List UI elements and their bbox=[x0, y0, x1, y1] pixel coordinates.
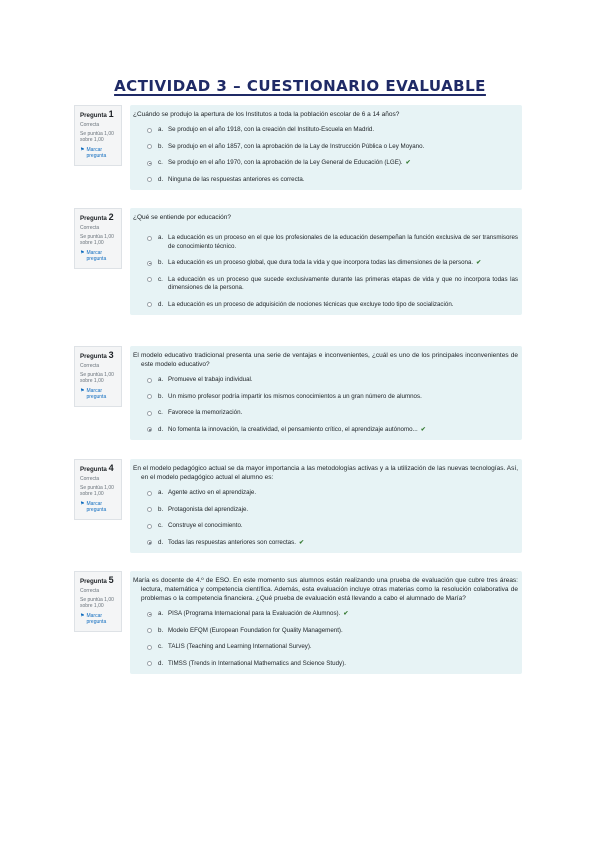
answer-letter: c. bbox=[158, 522, 163, 529]
radio-button[interactable] bbox=[147, 128, 152, 133]
answer-text: Todas las respuestas anteriores son correctas. bbox=[168, 538, 296, 546]
radio-button[interactable] bbox=[147, 277, 152, 282]
answer-letter: b. bbox=[158, 259, 164, 266]
check-icon: ✔ bbox=[420, 425, 426, 433]
answer-option[interactable] bbox=[147, 426, 518, 435]
radio-button[interactable] bbox=[147, 491, 152, 496]
question-number: 5 bbox=[108, 575, 114, 585]
radio-button-selected[interactable] bbox=[147, 161, 152, 166]
answer-letter: c. bbox=[158, 643, 163, 650]
question-state: Correcta bbox=[80, 122, 100, 128]
question-info bbox=[74, 105, 122, 166]
flag-icon: ⚑ bbox=[80, 501, 85, 507]
question-content bbox=[130, 346, 522, 440]
flag-icon: ⚑ bbox=[80, 147, 85, 153]
flag-icon: ⚑ bbox=[80, 388, 85, 394]
answer-letter: c. bbox=[158, 409, 163, 416]
flag-question-button[interactable] bbox=[80, 388, 117, 400]
answer-text: Promueve el trabajo individual. bbox=[168, 376, 253, 383]
question-text: En el modelo pedagógico actual se da mayor importancia a las metodologías activas y a la utilización de las nuevas tecnologías. Así, en el modelo pedagógico actual el alumno es: bbox=[133, 465, 518, 481]
answer-text: Agente activo en el aprendizaje. bbox=[168, 489, 257, 496]
flag-icon: ⚑ bbox=[80, 613, 85, 619]
answer-option[interactable] bbox=[147, 409, 518, 418]
question-text: El modelo educativo tradicional presenta una serie de ventajas e inconvenientes, ¿cuál es uno de los principales inconvenientes de este modelo educativo? bbox=[133, 352, 518, 368]
flag-label: Marcar pregunta bbox=[86, 388, 107, 400]
question-number: 1 bbox=[108, 109, 114, 119]
radio-button[interactable] bbox=[147, 144, 152, 149]
radio-button[interactable] bbox=[147, 394, 152, 399]
question-grade: Se puntúa 1,00 sobre 1,00 bbox=[80, 131, 114, 143]
answer-letter: d. bbox=[158, 425, 164, 433]
question-state: Correcta bbox=[80, 476, 100, 482]
answer-letter: b. bbox=[158, 392, 164, 400]
radio-button[interactable] bbox=[147, 177, 152, 182]
flag-label: Marcar pregunta bbox=[86, 613, 107, 625]
answer-list bbox=[133, 489, 518, 547]
answer-letter: a. bbox=[158, 234, 164, 241]
answer-letter: a. bbox=[158, 126, 164, 133]
answer-text: La educación es un proceso de adquisición de nociones técnicas que excluye todo tipo de socialización. bbox=[168, 300, 454, 308]
radio-button[interactable] bbox=[147, 645, 152, 650]
answer-option[interactable] bbox=[147, 643, 518, 652]
answer-option[interactable] bbox=[147, 376, 518, 385]
answer-option[interactable] bbox=[147, 627, 518, 636]
radio-button[interactable] bbox=[147, 661, 152, 666]
answer-text: Protagonista del aprendizaje. bbox=[168, 505, 249, 513]
question-content bbox=[130, 105, 522, 190]
question-state: Correcta bbox=[80, 363, 100, 369]
answer-letter: d. bbox=[158, 300, 164, 308]
flag-question-button[interactable] bbox=[80, 250, 117, 262]
check-icon: ✔ bbox=[298, 538, 305, 546]
radio-button[interactable] bbox=[147, 302, 152, 307]
answer-text: La educación es un proceso en el que los profesionales de la educación desempeñan la función exclusiva de ser transmisores de conocimiento técnico. bbox=[168, 234, 518, 250]
answer-text: Se produjo en el año 1918, con la creación del Instituto-Escuela en Madrid. bbox=[168, 126, 375, 133]
answer-text: La educación es un proceso global, que dura toda la vida y que incorpora todas las dimensiones de la persona. bbox=[168, 259, 474, 266]
question-grade: Se puntúa 1,00 sobre 1,00 bbox=[80, 234, 114, 246]
question-number: 2 bbox=[108, 212, 114, 222]
question-number: 3 bbox=[108, 350, 114, 360]
question-info bbox=[74, 459, 122, 520]
answer-option[interactable] bbox=[147, 143, 518, 152]
flag-label: Marcar pregunta bbox=[86, 147, 107, 159]
answer-letter: d. bbox=[158, 538, 164, 546]
question-text: María es docente de 4.º de ESO. En este momento sus alumnos están realizando una prueba de evaluación que cubre tres áreas: lectura, matemática y competencia científica. Además, esta evaluación incluye otras materias como la resolución colaborativa de problemas o la competencia financiera. ¿Qué prueba de evaluación está llevando a cabo el alumnado de María? bbox=[133, 577, 518, 602]
question-info bbox=[74, 346, 122, 407]
answer-text: No fomenta la innovación, la creatividad, el pensamiento crítico, el aprendizaje autónomo... bbox=[168, 425, 418, 433]
question-info bbox=[74, 571, 122, 632]
radio-button-selected[interactable] bbox=[147, 427, 152, 432]
answer-letter: c. bbox=[158, 159, 163, 166]
check-icon: ✔ bbox=[343, 610, 349, 617]
answer-option[interactable] bbox=[147, 276, 518, 293]
answer-text: TIMSS (Trends in International Mathematics and Science Study). bbox=[168, 659, 346, 667]
answer-text: TALIS (Teaching and Learning International Survey). bbox=[168, 643, 312, 650]
flag-icon: ⚑ bbox=[80, 250, 85, 256]
flag-question-button[interactable] bbox=[80, 501, 117, 513]
answer-text: Favorece la memorización. bbox=[168, 409, 243, 416]
radio-button[interactable] bbox=[147, 378, 152, 383]
answer-letter: a. bbox=[158, 610, 164, 617]
answer-letter: d. bbox=[158, 659, 164, 667]
answer-option[interactable] bbox=[147, 176, 518, 185]
answer-text: PISA (Programa Internacional para la Evaluación de Alumnos). bbox=[168, 610, 341, 617]
answer-option[interactable] bbox=[147, 126, 518, 135]
question-text: ¿Qué se entiende por educación? bbox=[133, 214, 231, 221]
radio-button-selected[interactable] bbox=[147, 540, 152, 545]
answer-letter: d. bbox=[158, 175, 164, 183]
answer-option[interactable] bbox=[147, 660, 518, 669]
question-label: Pregunta bbox=[80, 578, 107, 585]
answer-option[interactable] bbox=[147, 159, 518, 168]
question-state: Correcta bbox=[80, 588, 100, 594]
answer-letter: c. bbox=[158, 275, 163, 283]
radio-button[interactable] bbox=[147, 628, 152, 633]
flag-question-button[interactable] bbox=[80, 147, 117, 159]
answer-text: Ninguna de las respuestas anteriores es correcta. bbox=[168, 175, 305, 183]
answer-option[interactable] bbox=[147, 234, 518, 251]
check-icon: ✔ bbox=[476, 259, 482, 266]
question-label: Pregunta bbox=[80, 215, 107, 222]
page-title: ACTIVIDAD 3 – CUESTIONARIO EVALUABLE bbox=[114, 77, 486, 95]
radio-button[interactable] bbox=[147, 236, 152, 241]
flag-question-button[interactable] bbox=[80, 613, 117, 625]
answer-text: Un mismo profesor podría impartir los mismos conocimientos a un gran número de alumnos. bbox=[168, 392, 422, 400]
answer-letter: a. bbox=[158, 489, 164, 496]
question-content bbox=[130, 208, 522, 315]
flag-label: Marcar pregunta bbox=[86, 501, 107, 513]
answer-list bbox=[133, 234, 518, 309]
answer-letter: b. bbox=[158, 142, 164, 150]
answer-text: Modelo EFQM (European Foundation for Quality Management). bbox=[168, 626, 343, 634]
answer-list bbox=[133, 126, 518, 184]
radio-button[interactable] bbox=[147, 411, 152, 416]
question-label: Pregunta bbox=[80, 353, 107, 360]
question-grade: Se puntúa 1,00 sobre 1,00 bbox=[80, 485, 114, 497]
radio-button-selected[interactable] bbox=[147, 612, 152, 617]
question-grade: Se puntúa 1,00 sobre 1,00 bbox=[80, 372, 114, 384]
question-text: ¿Cuándo se produjo la apertura de los Institutos a toda la población escolar de 6 a 14 años? bbox=[133, 111, 400, 118]
answer-letter: a. bbox=[158, 376, 164, 383]
answer-option[interactable] bbox=[147, 506, 518, 515]
question-content bbox=[130, 571, 522, 674]
answer-option[interactable] bbox=[147, 522, 518, 531]
question-info bbox=[74, 208, 122, 269]
question-grade: Se puntúa 1,00 sobre 1,00 bbox=[80, 597, 114, 609]
question-label: Pregunta bbox=[80, 112, 107, 119]
answer-option[interactable] bbox=[147, 489, 518, 498]
answer-option[interactable] bbox=[147, 259, 518, 268]
check-icon: ✔ bbox=[405, 159, 411, 166]
answer-text: La educación es un proceso que sucede exclusivamente durante las primeras etapas de vida y que no incorpora todas las dimensiones de la persona. bbox=[168, 275, 518, 291]
answer-list bbox=[133, 376, 518, 434]
answer-list bbox=[133, 610, 518, 668]
answer-letter: b. bbox=[158, 505, 164, 513]
answer-option[interactable] bbox=[147, 610, 518, 619]
answer-option[interactable] bbox=[147, 393, 518, 402]
answer-text: Construye el conocimiento. bbox=[168, 522, 243, 529]
answer-text: Se produjo en el año 1857, con la aprobación de la Lay de Instrucción Pública o Ley Moyano. bbox=[168, 142, 425, 150]
answer-letter: b. bbox=[158, 626, 164, 634]
radio-button[interactable] bbox=[147, 507, 152, 512]
flag-label: Marcar pregunta bbox=[86, 250, 107, 262]
question-number: 4 bbox=[108, 463, 114, 473]
answer-text: Se produjo en el año 1970, con la aprobación de la Ley General de Educación (LGE). bbox=[168, 159, 403, 166]
radio-button-selected[interactable] bbox=[147, 261, 152, 266]
question-content bbox=[130, 459, 522, 553]
question-label: Pregunta bbox=[80, 466, 107, 473]
answer-option[interactable] bbox=[147, 539, 518, 548]
answer-option[interactable] bbox=[147, 301, 518, 310]
radio-button[interactable] bbox=[147, 524, 152, 529]
question-state: Correcta bbox=[80, 225, 100, 231]
